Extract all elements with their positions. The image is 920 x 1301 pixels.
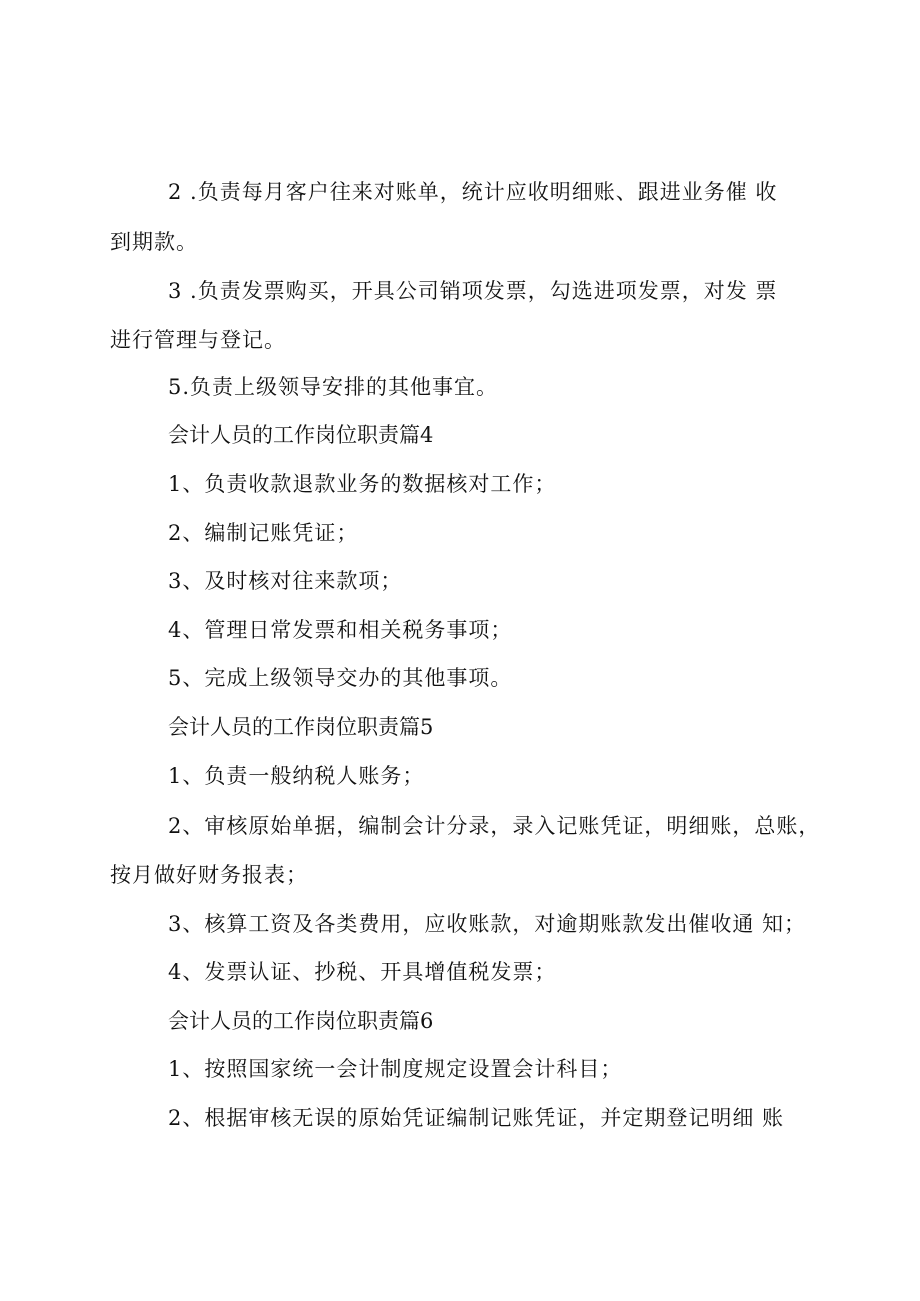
paragraph-line: 到期款。 (110, 230, 198, 254)
list-item: 2、审核原始单据，编制会计分录，录入记账凭证，明细账，总账， (168, 814, 821, 838)
list-item: 2、根据审核无误的原始凭证编制记账凭证，并定期登记明细 账 (168, 1106, 785, 1130)
list-item: 3、及时核对往来款项； (168, 569, 403, 593)
list-item: 1、按照国家统一会计制度规定设置会计科目； (168, 1057, 623, 1081)
list-item: 2、编制记账凭证； (168, 521, 359, 545)
list-item: 4、发票认证、抄税、开具增值税发票； (168, 960, 557, 984)
list-item: 4、管理日常发票和相关税务事项； (168, 618, 513, 642)
paragraph-line: 进行管理与登记。 (110, 328, 286, 352)
list-item: 3、核算工资及各类费用，应收账款，对逾期账款发出催收通 知； (168, 912, 807, 936)
list-item: 5、完成上级领导交办的其他事项。 (168, 666, 513, 690)
list-item-continuation: 按月做好财务报表； (110, 863, 308, 887)
section-heading: 会计人员的工作岗位职责篇4 (168, 423, 434, 447)
section-heading: 会计人员的工作岗位职责篇5 (168, 715, 434, 739)
paragraph-line: 2 .负责每月客户往来对账单，统计应收明细账、跟进业务催 收 (168, 180, 778, 204)
paragraph-line: 3 .负责发票购买，开具公司销项发票，勾选进项发票，对发 票 (168, 279, 778, 303)
list-item: 1、负责收款退款业务的数据核对工作； (168, 472, 557, 496)
section-heading: 会计人员的工作岗位职责篇6 (168, 1009, 434, 1033)
list-item: 1、负责一般纳税人账务； (168, 764, 425, 788)
paragraph-line: 5.负责上级领导安排的其他事宜。 (168, 375, 499, 399)
